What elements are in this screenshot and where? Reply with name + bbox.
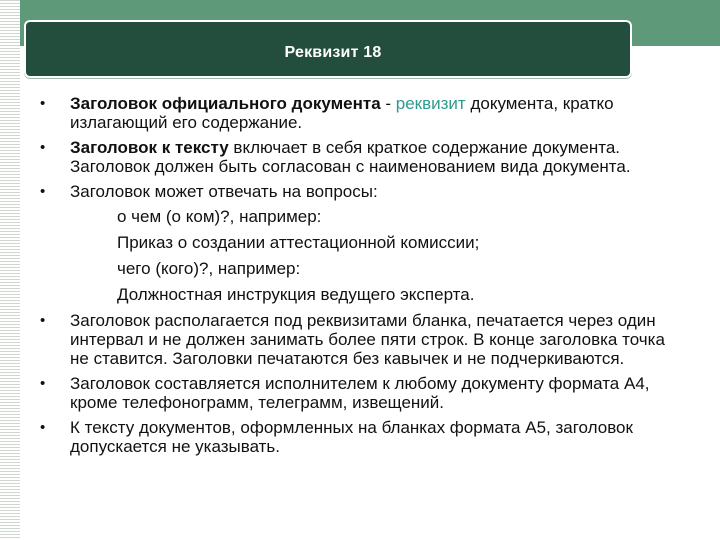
bullet-text: включает в себя краткое содержание документа. Заголовок должен быть согласован с наименованием вида документа.	[70, 138, 631, 176]
bullet-text: документа, кратко излагающий его содержание.	[70, 94, 614, 132]
bullet-text: Заголовок располагается под реквизитами бланка, печатается через один интервал и не должен занимать более пяти строк. В конце заголовка точка не ставится. Заголовки печатаются без кавычек и не подчеркиваются.	[70, 311, 665, 368]
bullet-item	[36, 94, 676, 132]
bullet-item	[36, 138, 676, 176]
bullet-text: К тексту документов, оформленных на бланках формата А5, заголовок допускается не указывать.	[70, 418, 633, 456]
bullet-text: Заголовок составляется исполнителем к любому документу формата А4, кроме телефонограмм, телеграмм, извещений.	[70, 374, 650, 412]
bullet-bold-term: Заголовок к тексту	[70, 138, 229, 157]
bullet-accent-term: реквизит	[395, 94, 466, 113]
sub-item: чего (кого)?, например:	[117, 259, 301, 278]
bullet-item	[36, 182, 676, 201]
bullet-item	[36, 374, 676, 412]
left-stripe-decoration	[0, 0, 20, 540]
bullet-item	[36, 418, 676, 456]
slide-title-bar	[24, 20, 632, 78]
bullet-bold-term: Заголовок официального документа	[70, 94, 381, 113]
sub-item: о чем (о ком)?, например:	[117, 207, 322, 226]
bullet-list	[36, 94, 676, 462]
slide-title: Реквизит 18	[284, 44, 382, 61]
bullet-dash: -	[380, 94, 396, 113]
bullet-item	[36, 311, 676, 368]
sub-item: Должностная инструкция ведущего эксперта.	[117, 285, 475, 304]
sub-item: Приказ о создании аттестационной комиссии;	[117, 233, 480, 252]
bullet-text: Заголовок может отвечать на вопросы:	[70, 182, 378, 201]
